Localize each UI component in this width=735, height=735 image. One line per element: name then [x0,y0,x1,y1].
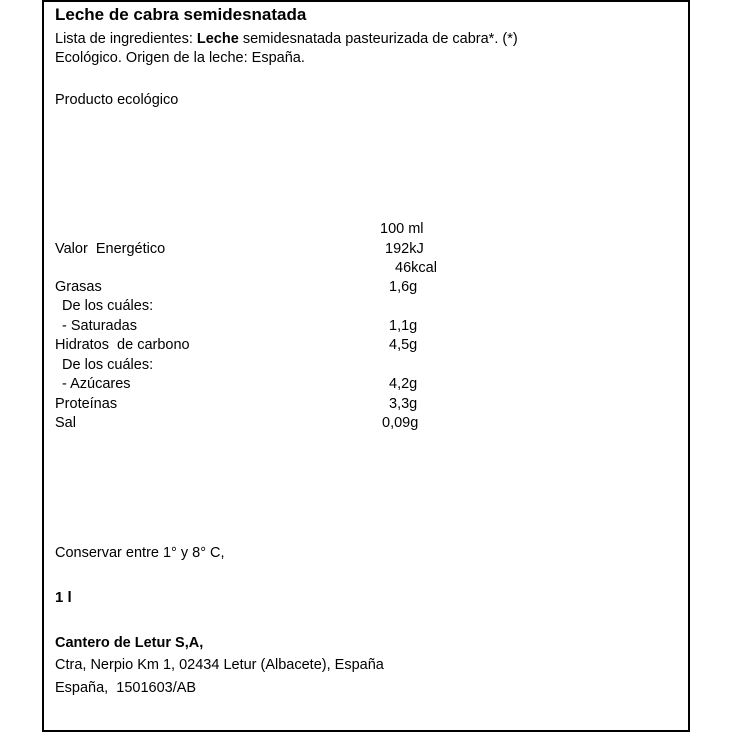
nutrition-label: Valor Energético [55,241,166,257]
nutrition-value: 4,5g [389,337,418,353]
origin-line: Ecológico. Origen de la leche: España. [55,50,305,66]
nutrition-label: De los cuáles: [58,357,154,373]
nutrition-value: 1,6g [389,279,418,295]
nutrition-value: 192kJ [385,241,424,257]
ingredients-prefix: Lista de ingredientes: [55,31,197,47]
nutrition-label: - Azúcares [58,376,131,392]
company-registry: España, 1501603/AB [55,680,197,696]
ingredients-line [55,30,518,48]
nutrition-value: 4,2g [389,376,418,392]
ingredients-bold: Leche [196,31,239,47]
company-address: Ctra, Nerpio Km 1, 02434 Letur (Albacete), España [55,657,384,673]
nutrition-value: 3,3g [389,396,418,412]
nutrition-value: 46kcal [395,260,437,276]
product-title: Leche de cabra semidesnatada [55,5,307,24]
nutrition-label: Proteínas [55,396,118,412]
nutrition-label: Sal [55,415,76,431]
nutrition-label: - Saturadas [58,318,137,334]
storage-note: Conservar entre 1° y 8° C, [55,545,225,561]
eco-note: Producto ecológico [55,92,179,108]
nutrition-label: Grasas [55,279,102,295]
nutrition-column-header: 100 ml [380,221,424,237]
nutrition-label: Hidratos de carbono [55,337,190,353]
nutrition-value: 1,1g [389,318,418,334]
nutrition-value: 0,09g [382,415,419,431]
ingredients-rest: semidesnatada pasteurizada de cabra*. (*) [238,31,518,47]
company-name: Cantero de Letur S,A, [55,635,204,651]
nutrition-label: De los cuáles: [58,298,154,314]
quantity: 1 l [55,589,72,606]
